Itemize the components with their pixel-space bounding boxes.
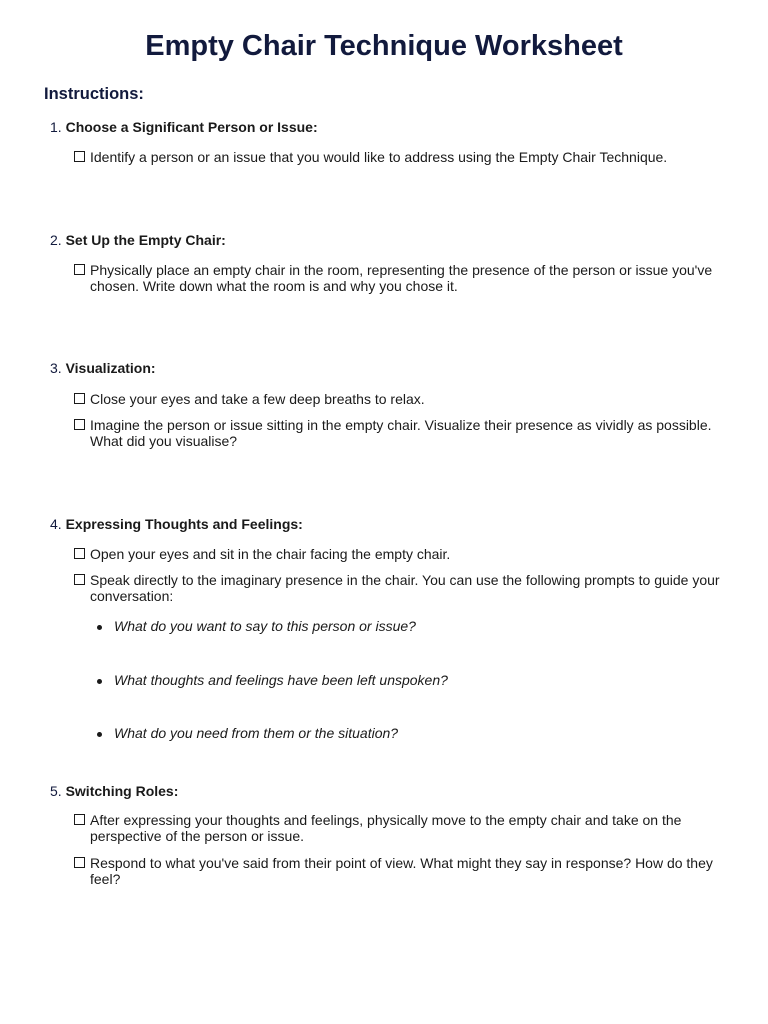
task-text: Identify a person or an issue that you would like to address using the Empty Chair Technique.: [90, 149, 668, 165]
step-3-heading: [50, 360, 156, 376]
checkbox[interactable]: [74, 393, 85, 404]
step-1-task-1[interactable]: [74, 149, 722, 165]
prompt-text: What do you need from them or the situation?: [114, 725, 399, 741]
instructions-heading: Instructions:: [44, 85, 144, 103]
task-text: Physically place an empty chair in the room, representing the presence of the person or issue you've chosen. Write down what the room is and why you chose it.: [90, 262, 713, 294]
step-number: 1.: [50, 119, 62, 135]
step-label: Set Up the Empty Chair:: [65, 232, 226, 248]
step-1-heading: [50, 119, 318, 135]
step-number: 5.: [50, 783, 62, 799]
task-text: After expressing your thoughts and feelings, physically move to the empty chair and take on the perspective of the person or issue.: [90, 812, 682, 844]
task-text: Respond to what you've said from their point of view. What might they say in response? How do they feel?: [90, 855, 713, 887]
task-text: Open your eyes and sit in the chair facing the empty chair.: [90, 546, 451, 562]
step-4-heading: [50, 516, 303, 532]
prompt-text: What thoughts and feelings have been left unspoken?: [114, 672, 448, 688]
prompt-item: [96, 672, 448, 688]
step-2-heading: [50, 232, 226, 248]
step-5-task-2[interactable]: [74, 855, 722, 887]
checkbox[interactable]: [74, 574, 85, 585]
checkbox[interactable]: [74, 548, 85, 559]
step-5-heading: [50, 783, 178, 799]
checkbox[interactable]: [74, 857, 85, 868]
step-2-task-1[interactable]: [74, 262, 722, 294]
bullet-icon: [97, 732, 102, 737]
checkbox[interactable]: [74, 814, 85, 825]
step-label: Choose a Significant Person or Issue:: [65, 119, 318, 135]
step-number: 3.: [50, 360, 62, 376]
step-4-task-1[interactable]: [74, 546, 722, 562]
step-number: 4.: [50, 516, 62, 532]
prompt-item: [96, 618, 416, 634]
prompt-text: What do you want to say to this person or issue?: [114, 618, 416, 634]
task-text: Imagine the person or issue sitting in the empty chair. Visualize their presence as vividly as possible. What did you visualise?: [90, 417, 712, 449]
bullet-icon: [97, 625, 102, 630]
page-title: Empty Chair Technique Worksheet: [145, 30, 623, 62]
step-5-task-1[interactable]: [74, 812, 722, 844]
prompt-item: [96, 725, 398, 741]
checkbox[interactable]: [74, 264, 85, 275]
step-label: Expressing Thoughts and Feelings:: [65, 516, 303, 532]
step-3-task-1[interactable]: [74, 391, 722, 407]
step-label: Switching Roles:: [65, 783, 179, 799]
checkbox[interactable]: [74, 151, 85, 162]
bullet-icon: [97, 679, 102, 684]
task-text: Close your eyes and take a few deep breaths to relax.: [90, 391, 425, 407]
step-number: 2.: [50, 232, 62, 248]
step-4-task-2[interactable]: [74, 572, 722, 604]
step-label: Visualization:: [65, 360, 156, 376]
step-3-task-2[interactable]: [74, 417, 722, 449]
task-text: Speak directly to the imaginary presence in the chair. You can use the following prompts to guide your conversation:: [90, 572, 720, 604]
checkbox[interactable]: [74, 419, 85, 430]
